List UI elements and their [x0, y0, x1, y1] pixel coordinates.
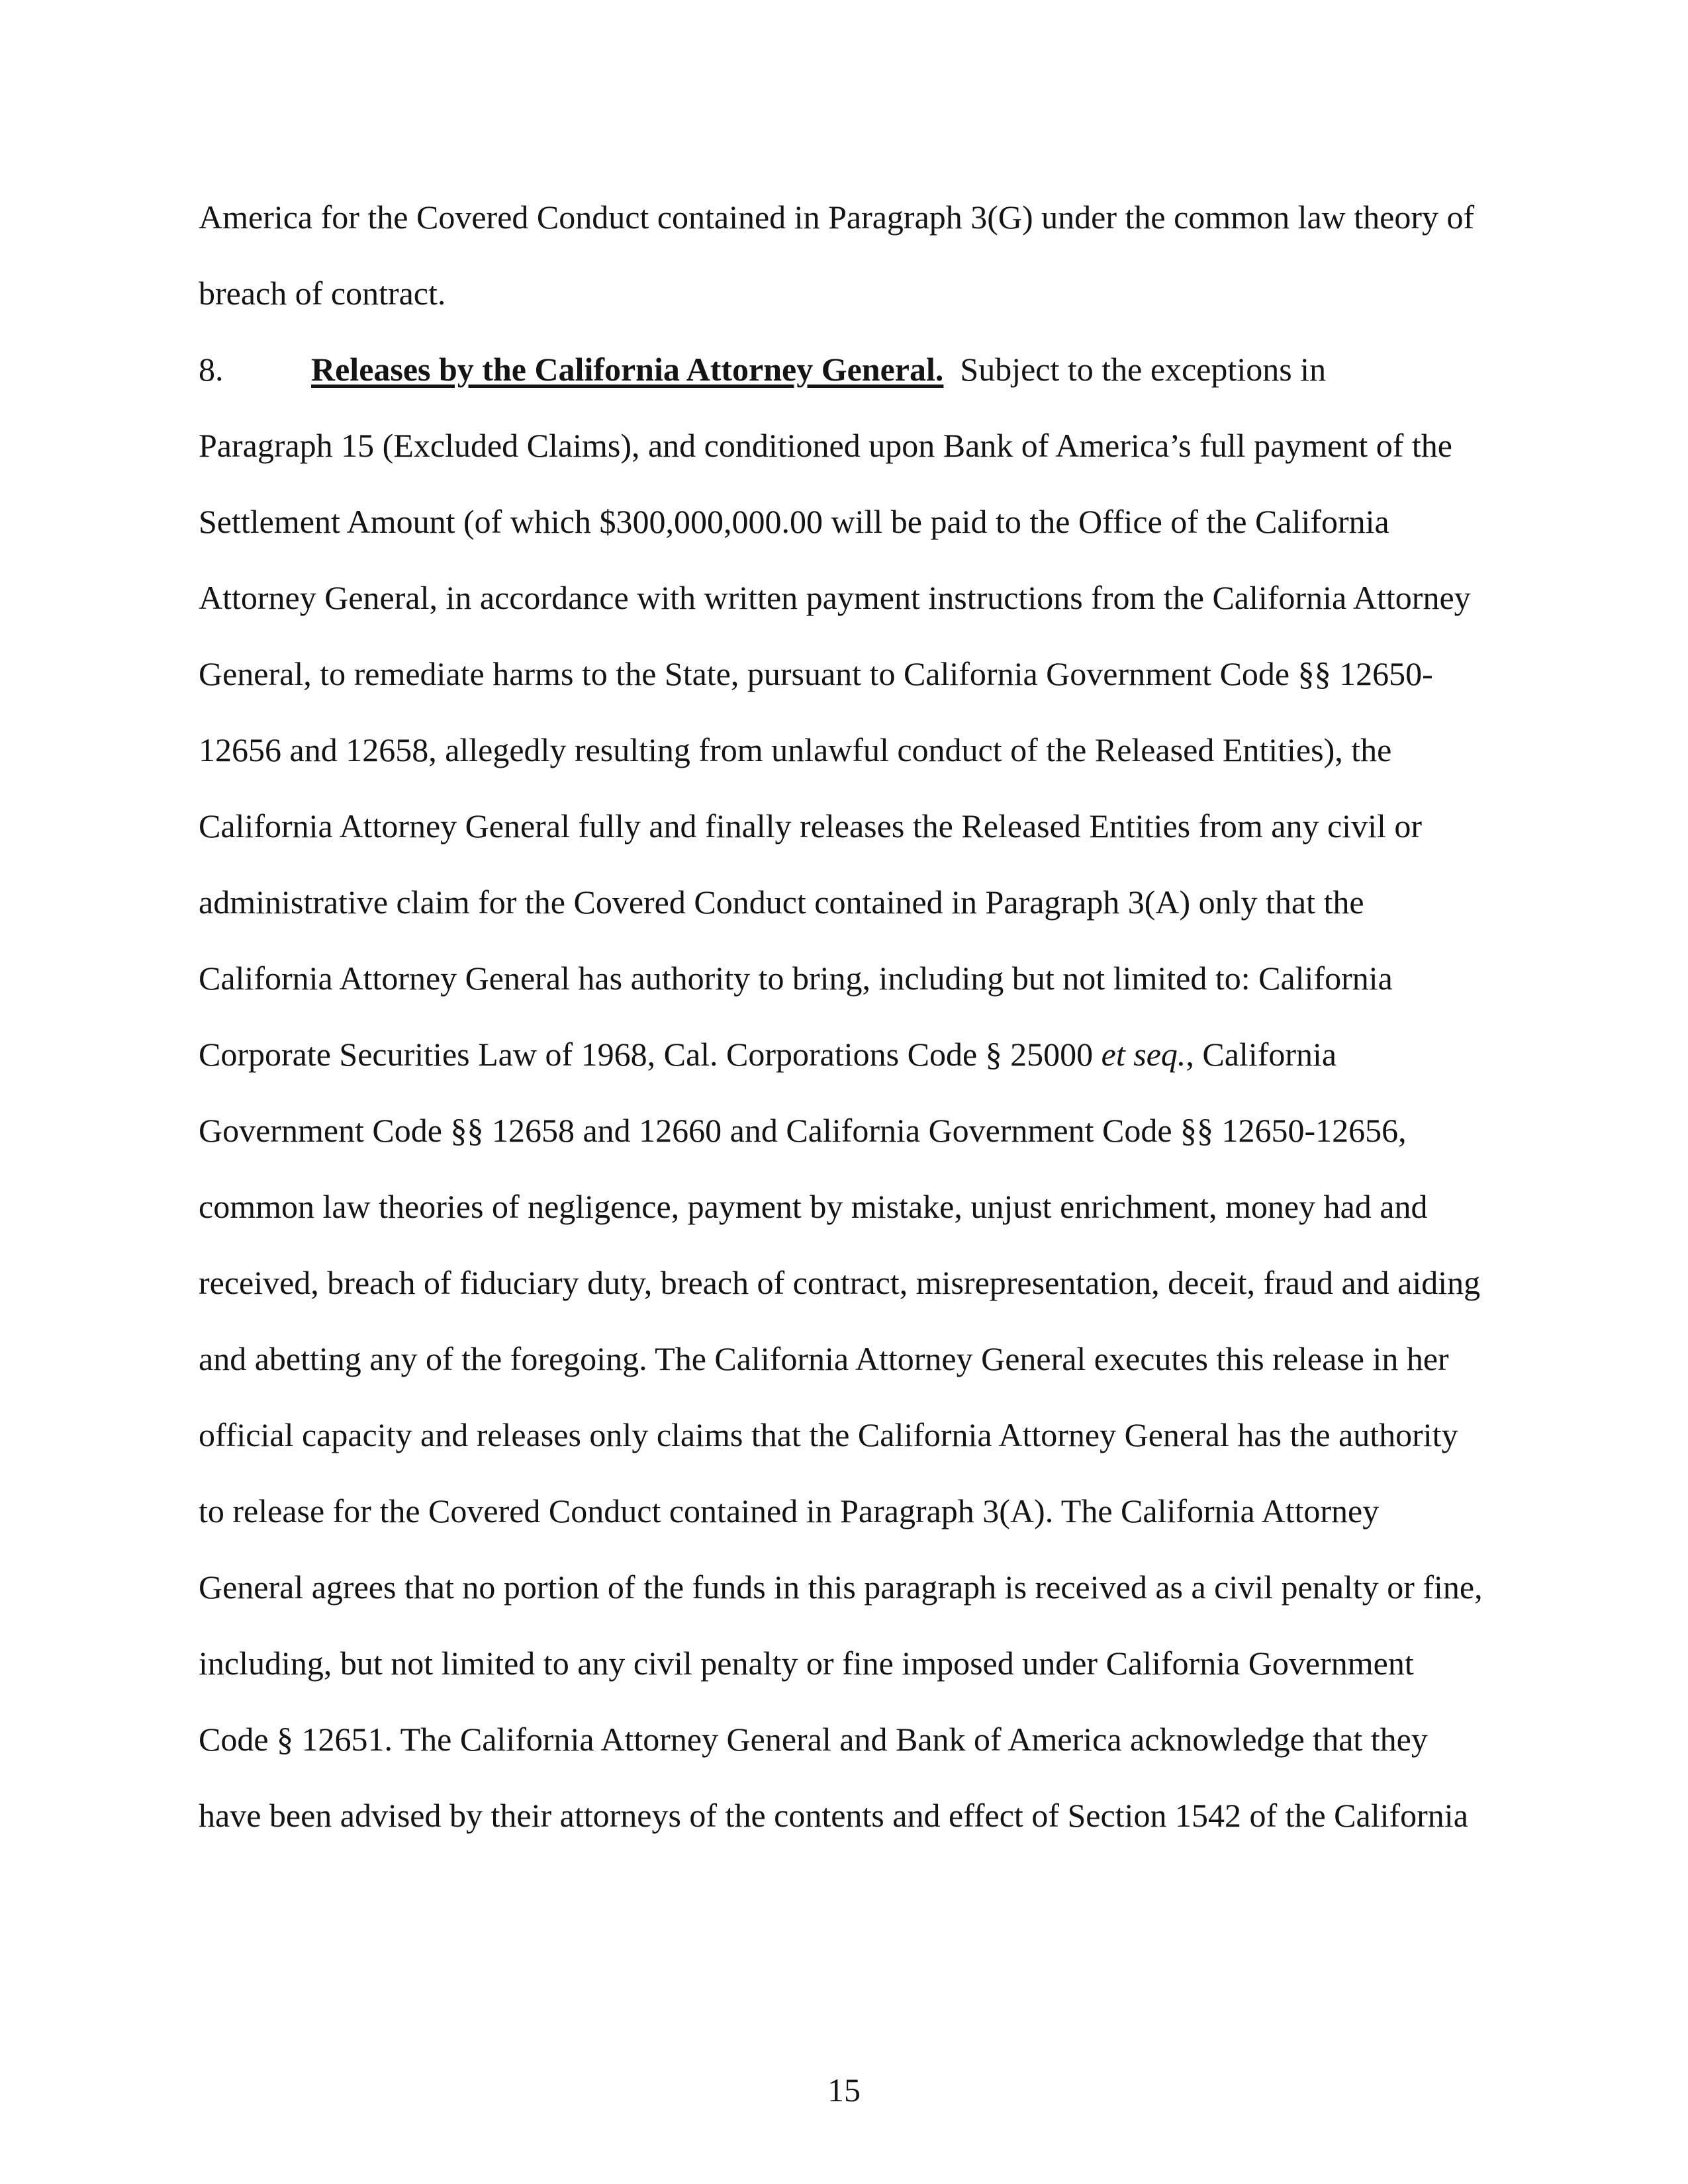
body-line: to release for the Covered Conduct contained in Paragraph 3(A). The California Attorney: [199, 1492, 1380, 1529]
corporate-line-text: Corporate Securities Law of 1968, Cal. Corporations Code § 25000: [199, 1036, 1102, 1073]
corporate-securities-line: [199, 1034, 1336, 1074]
body-line: have been advised by their attorneys of the contents and effect of Section 1542 of the California: [199, 1797, 1468, 1834]
section-number: 8.: [199, 351, 224, 388]
body-line: America for the Covered Conduct contained in Paragraph 3(G) under the common law theory of: [199, 199, 1475, 236]
body-line: common law theories of negligence, payment by mistake, unjust enrichment, money had and: [199, 1188, 1428, 1225]
body-line: Code § 12651. The California Attorney General and Bank of America acknowledge that they: [199, 1721, 1428, 1758]
body-line: 12656 and 12658, allegedly resulting from unlawful conduct of the Released Entities), the: [199, 731, 1392, 768]
body-line: General agrees that no portion of the funds in this paragraph is received as a civil penalty or fine,: [199, 1569, 1483, 1606]
body-line: received, breach of fiduciary duty, breach of contract, misrepresentation, deceit, fraud and aiding: [199, 1264, 1481, 1301]
body-line: including, but not limited to any civil penalty or fine imposed under California Government: [199, 1645, 1414, 1682]
body-line: administrative claim for the Covered Conduct contained in Paragraph 3(A) only that the: [199, 884, 1364, 921]
et-seq-italic: et seq.: [1101, 1036, 1186, 1073]
page-number: 15: [827, 2071, 861, 2109]
body-line: breach of contract.: [199, 275, 446, 312]
body-line: California Attorney General has authority to bring, including but not limited to: California: [199, 960, 1393, 997]
section-8-first-line: [199, 349, 1326, 389]
section-heading: Releases by the California Attorney General.: [311, 351, 944, 388]
body-line: California Attorney General fully and finally releases the Released Entities from any civil or: [199, 807, 1422, 844]
body-line: Paragraph 15 (Excluded Claims), and conditioned upon Bank of America’s full payment of the: [199, 427, 1452, 464]
body-line: official capacity and releases only claims that the California Attorney General has the authority: [199, 1416, 1458, 1453]
body-line: Settlement Amount (of which $300,000,000.00 will be paid to the Office of the California: [199, 503, 1389, 540]
body-line: Attorney General, in accordance with written payment instructions from the California Attorney: [199, 579, 1471, 616]
section-lead-text: Subject to the exceptions in: [960, 351, 1327, 388]
body-line: General, to remediate harms to the State, pursuant to California Government Code §§ 12650-: [199, 655, 1433, 692]
body-line: and abetting any of the foregoing. The California Attorney General executes this release in her: [199, 1340, 1449, 1377]
body-line: Government Code §§ 12658 and 12660 and California Government Code §§ 12650-12656,: [199, 1112, 1407, 1149]
corporate-line-suffix: , California: [1186, 1036, 1337, 1073]
